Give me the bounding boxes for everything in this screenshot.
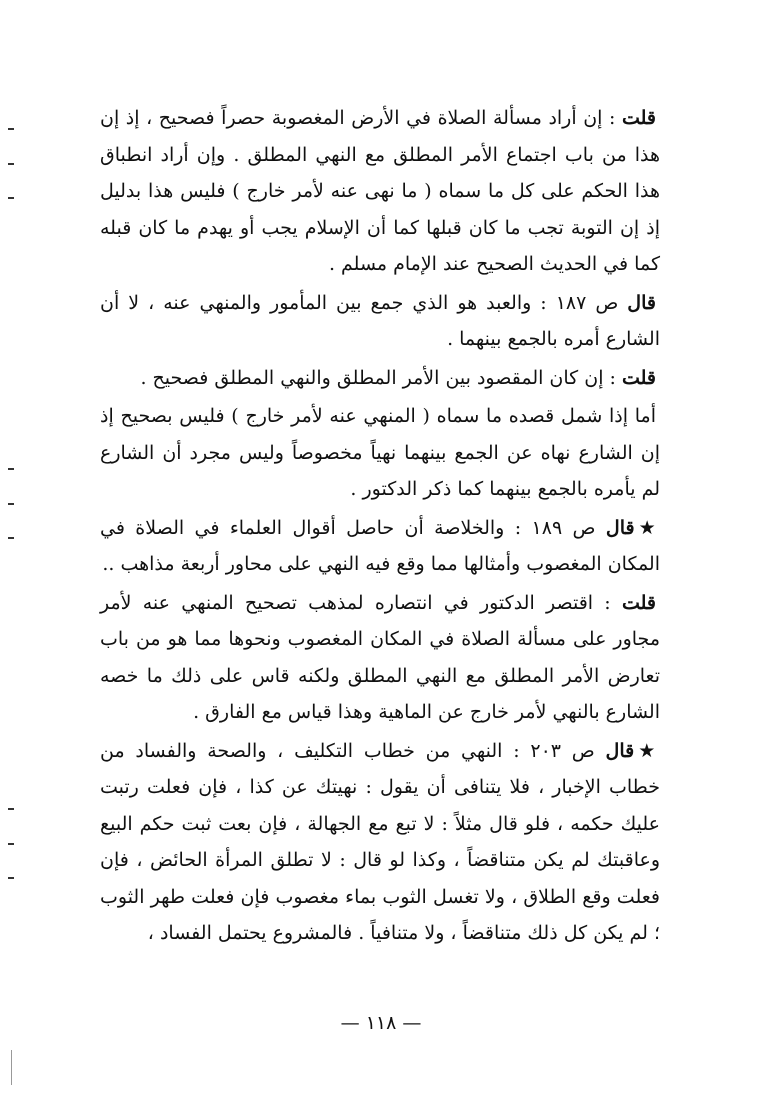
scan-edge-mark [8,197,14,199]
paragraph-text: : إن أراد مسألة الصلاة في الأرض المغصوبة حصراً فصحيح ، إذ إن هذا من باب اجتماع الأمر المطلق مع النهي المطلق . وإن أراد انطباق هذا الحكم على كل ما سماه ( ما نهى عنه لأمر خارج ) فليس هذا بدليل إذ إن التوبة تجب ما كان قبلها كما أن الإسلام يجب أو يهدم ما كان قبله كما في الحديث الصحيح عند الإمام مسلم . [100,107,660,275]
paragraph [100,510,660,583]
speaker-label: قلت [621,107,656,129]
paragraph [100,100,660,283]
page-number: — ١١٨ — [340,1012,422,1034]
paragraph-text: ص ٢٠٣ : النهي من خطاب التكليف ، والصحة والفساد من خطاب الإخبار ، فلا يتنافى أن يقول : نهيتك عن كذا ، فإن فعلت رتبت عليك حكمه ، فلو قال مثلاً : لا تبع مع الجهالة ، فإن بعت ثبت حكم البيع وعاقبتك لم يكن متناقضاً ، وكذا لو قال : لا تطلق المرأة الحائض ، فإن فعلت وقع الطلاق ، ولا تغسل الثوب بماء مغصوب فإن فعلت طهر الثوب ؛ لم يكن كل ذلك متناقضاً ، ولا متنافياً . فالمشروع يحتمل الفساد ، [100,739,660,944]
scan-edge-mark [8,808,14,810]
paragraph [100,585,660,731]
paragraph-text: : اقتصر الدكتور في انتصاره لمذهب تصحيح المنهي عنه لأمر مجاور على مسألة الصلاة في المكان المغصوب ونحوها مما هو من باب تعارض الأمر المطلق مع النهي المطلق ولكنه قاس على ذلك ما خصه الشارع بالنهي لأمر خارج عن الماهية وهذا قياس مع الفارق . [100,591,660,723]
paragraph-text: : إن كان المقصود بين الأمر المطلق والنهي المطلق فصحيح . [140,366,622,389]
paragraph-text: ص ١٨٧ : والعبد هو الذي جمع بين المأمور والمنهي عنه ، لا أن الشارع أمره بالجمع بينهما . [100,291,660,350]
scan-edge-line [11,1050,12,1085]
scan-edge-mark [8,468,14,470]
scan-edge-mark [8,843,14,845]
scan-edge-mark [8,877,14,879]
paragraph [100,285,660,358]
page-body [100,100,660,954]
star-marker: ★ [638,516,660,539]
scan-edge-mark [8,163,14,165]
scan-edge-mark [8,128,14,130]
paragraph [100,360,660,397]
paragraph [100,398,660,508]
speaker-label: قال [605,516,635,539]
speaker-label: قال [627,291,656,314]
speaker-label: قلت [621,366,656,389]
paragraph [100,733,660,952]
scan-edge-mark [8,503,14,505]
scan-edge-mark [8,537,14,539]
star-marker: ★ [638,739,660,762]
paragraph-text: أما إذا شمل قصده ما سماه ( المنهي عنه لأمر خارج ) فليس بصحيح إذ إن الشارع نهاه عن الجمع بينهما نهياً مخصوصاً وليس مجرد أن الشارع لم يأمره بالجمع بينهما كما ذكر الدكتور . [100,405,660,500]
paragraph-text: ص ١٨٩ : والخلاصة أن حاصل أقوال العلماء في الصلاة في المكان المغصوب وأمثالها مما وقع فيه النهي على محاور أربعة مذاهب .. [100,516,660,575]
speaker-label: قال [605,739,635,762]
speaker-label: قلت [621,591,656,614]
